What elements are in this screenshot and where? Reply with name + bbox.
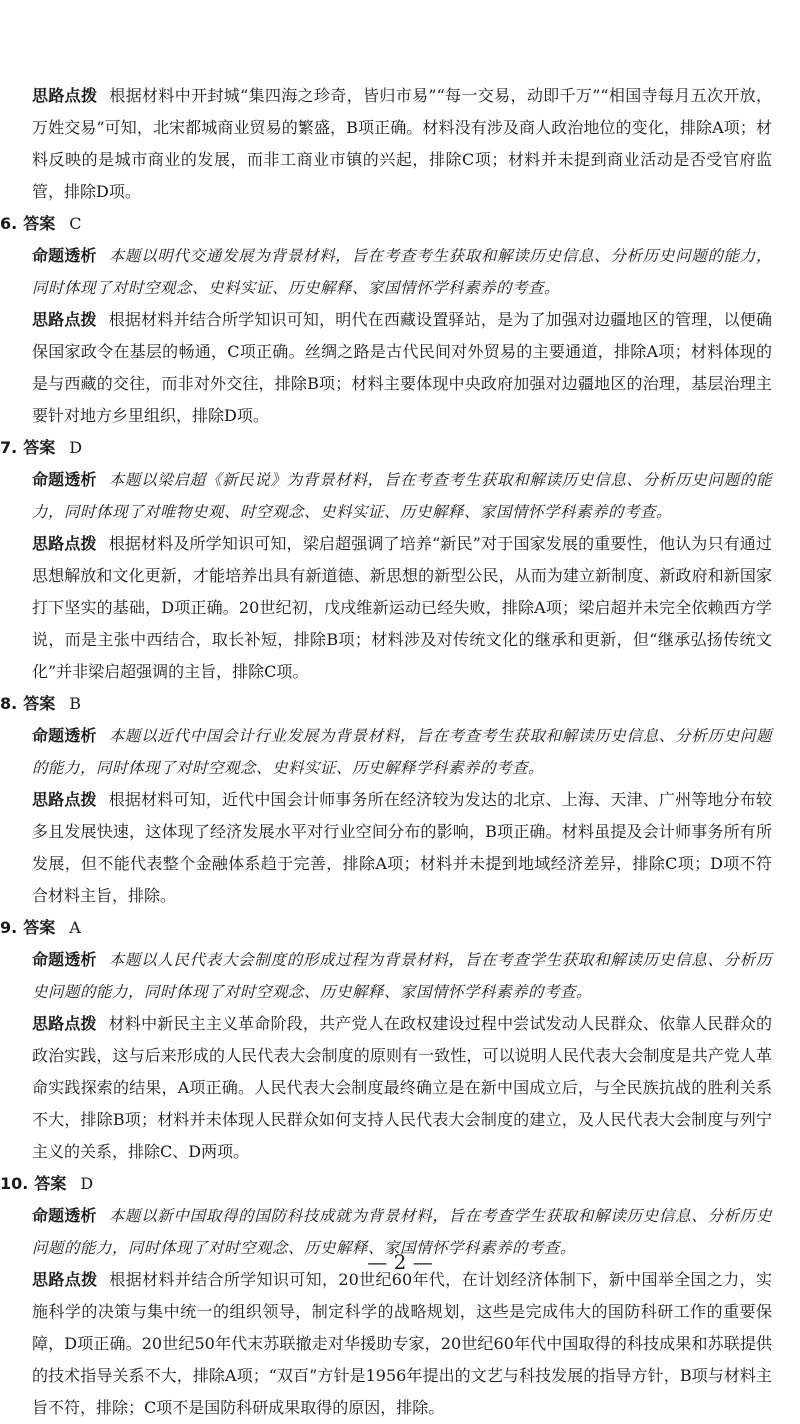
intent-label: 命题透析 [32,470,97,489]
question-number: 8. [0,694,18,713]
hint-label: 思路点拨 [32,534,97,553]
hint-label: 思路点拨 [32,1270,98,1289]
intent-paragraph [32,720,772,784]
answer-value: C [69,214,82,233]
answer-label: 答案 [23,214,56,233]
hint-text: 根据材料并结合所学知识可知，明代在西藏设置驿站，是为了加强对边疆地区的管理，以便确保国家政令在基层的畅通，C项正确。丝绸之路是古代民间对外贸易的主要通道，排除A项；材料体现的是与西藏的交往，而非对外交往，排除B项；材料主要体现中央政府加强对边疆地区的治理，基层治理主要针对地方乡里组织，排除D项。 [32,310,772,425]
intro-hint [32,80,772,208]
question-block [0,1168,772,1424]
intent-label: 命题透析 [32,726,97,745]
answer-label: 答案 [34,1174,67,1193]
answer-line [0,1168,772,1200]
intent-text: 本题以人民代表大会制度的形成过程为背景材料，旨在考查学生获取和解读历史信息、分析历史问题的能力，同时体现了对时空观念、历史解释、家国情怀学科素养的考查。 [32,951,772,1001]
question-block [0,432,772,688]
answer-label: 答案 [23,918,56,937]
answer-label: 答案 [23,438,56,457]
hint-paragraph [32,304,772,432]
answer-line [0,432,772,464]
page-number: — 2 — [367,1250,433,1274]
hint-paragraph [32,528,772,688]
intent-text: 本题以新中国取得的国防科技成就为背景材料，旨在考查学生获取和解读历史信息、分析历史问题的能力，同时体现了对时空观念、历史解释、家国情怀学科素养的考查。 [32,1207,772,1257]
intent-label: 命题透析 [32,1206,97,1225]
question-number: 6. [0,214,18,233]
hint-paragraph [32,1008,772,1168]
answer-value: B [69,694,81,713]
answer-label: 答案 [23,694,56,713]
intent-label: 命题透析 [32,950,97,969]
answer-line [0,912,772,944]
question-block [0,208,772,432]
hint-paragraph [32,784,772,912]
intent-label: 命题透析 [32,246,97,265]
hint-text: 根据材料可知，近代中国会计师事务所在经济较为发达的北京、上海、天津、广州等地分布较多且发展快速，这体现了经济发展水平对行业空间分布的影响，B项正确。材料虽提及会计师事务所有所发展，但不能代表整个金融体系趋于完善，排除A项；材料并未提到地域经济差异，排除C项；D项不符合材料主旨，排除。 [32,790,772,905]
answer-value: D [69,438,83,457]
hint-label: 思路点拨 [32,310,97,329]
hint-text: 根据材料及所学知识可知，梁启超强调了培养“新民”对于国家发展的重要性，他认为只有通过思想解放和文化更新，才能培养出具有新道德、新思想的新型公民，从而为建立新制度、新政府和新国家打下坚实的基础，D项正确。20世纪初，戊戌维新运动已经失败，排除A项；梁启超并未完全依赖西方学说，而是主张中西结合，取长补短，排除B项；材料涉及对传统文化的继承和更新，但“继承弘扬传统文化”并非梁启超强调的主旨，排除C项。 [32,534,772,681]
intent-paragraph [32,464,772,528]
page-content [0,80,772,1424]
hint-label: 思路点拨 [32,790,97,809]
hint-text: 材料中新民主主义革命阶段，共产党人在政权建设过程中尝试发动人民群众、依靠人民群众的政治实践，这与后来形成的人民代表大会制度的原则有一致性，可以说明人民代表大会制度是共产党人革命实践探索的结果，A项正确。人民代表大会制度最终确立是在新中国成立后，与全民族抗战的胜利关系不大，排除B项；材料并未体现人民群众如何支持人民代表大会制度的建立，及人民代表大会制度与列宁主义的关系，排除C、D两项。 [32,1014,772,1161]
hint-text: 根据材料并结合所学知识可知，20世纪60年代，在计划经济体制下，新中国举全国之力，实施科学的决策与集中统一的组织领导，制定科学的战略规划，这些是完成伟大的国防科研工作的重要保障，D项正确。20世纪50年代末苏联撤走对华援助专家，20世纪60年代中国取得的科技成果和苏联提供的技术指导关系不大，排除A项；“双百”方针是1956年提出的文艺与科技发展的指导方针，B项与材料主旨不符，排除；C项不是国防科研成果取得的原因，排除。 [32,1270,772,1417]
question-block [0,912,772,1168]
hint-paragraph [32,1264,772,1424]
question-block [0,688,772,912]
intent-paragraph [32,240,772,304]
answer-line [0,688,772,720]
question-number: 7. [0,438,18,457]
answer-value: D [80,1174,94,1193]
question-number: 9. [0,918,18,937]
question-number: 10. [0,1174,29,1193]
answer-value: A [69,918,81,937]
intent-text: 本题以近代中国会计行业发展为背景材料，旨在考查考生获取和解读历史信息、分析历史问题的能力，同时体现了对时空观念、史料实证、历史解释学科素养的考查。 [32,727,772,777]
intent-text: 本题以明代交通发展为背景材料，旨在考查考生获取和解读历史信息、分析历史问题的能力，同时体现了对时空观念、史料实证、历史解释、家国情怀学科素养的考查。 [32,247,772,297]
intent-text: 本题以梁启超《新民说》为背景材料，旨在考查考生获取和解读历史信息、分析历史问题的能力，同时体现了对唯物史观、时空观念、史料实证、历史解释、家国情怀学科素养的考查。 [32,471,772,521]
hint-label: 思路点拨 [32,1014,97,1033]
hint-label: 思路点拨 [32,86,98,105]
answer-line [0,208,772,240]
hint-text: 根据材料中开封城“集四海之珍奇，皆归市易”“每一交易，动即千万”“相国寺每月五次开放，万姓交易”可知，北宋都城商业贸易的繁盛，B项正确。材料没有涉及商人政治地位的变化，排除A项；材料反映的是城市商业的发展，而非工商业市镇的兴起，排除C项；材料并未提到商业活动是否受官府监管，排除D项。 [32,86,772,201]
intent-paragraph [32,944,772,1008]
